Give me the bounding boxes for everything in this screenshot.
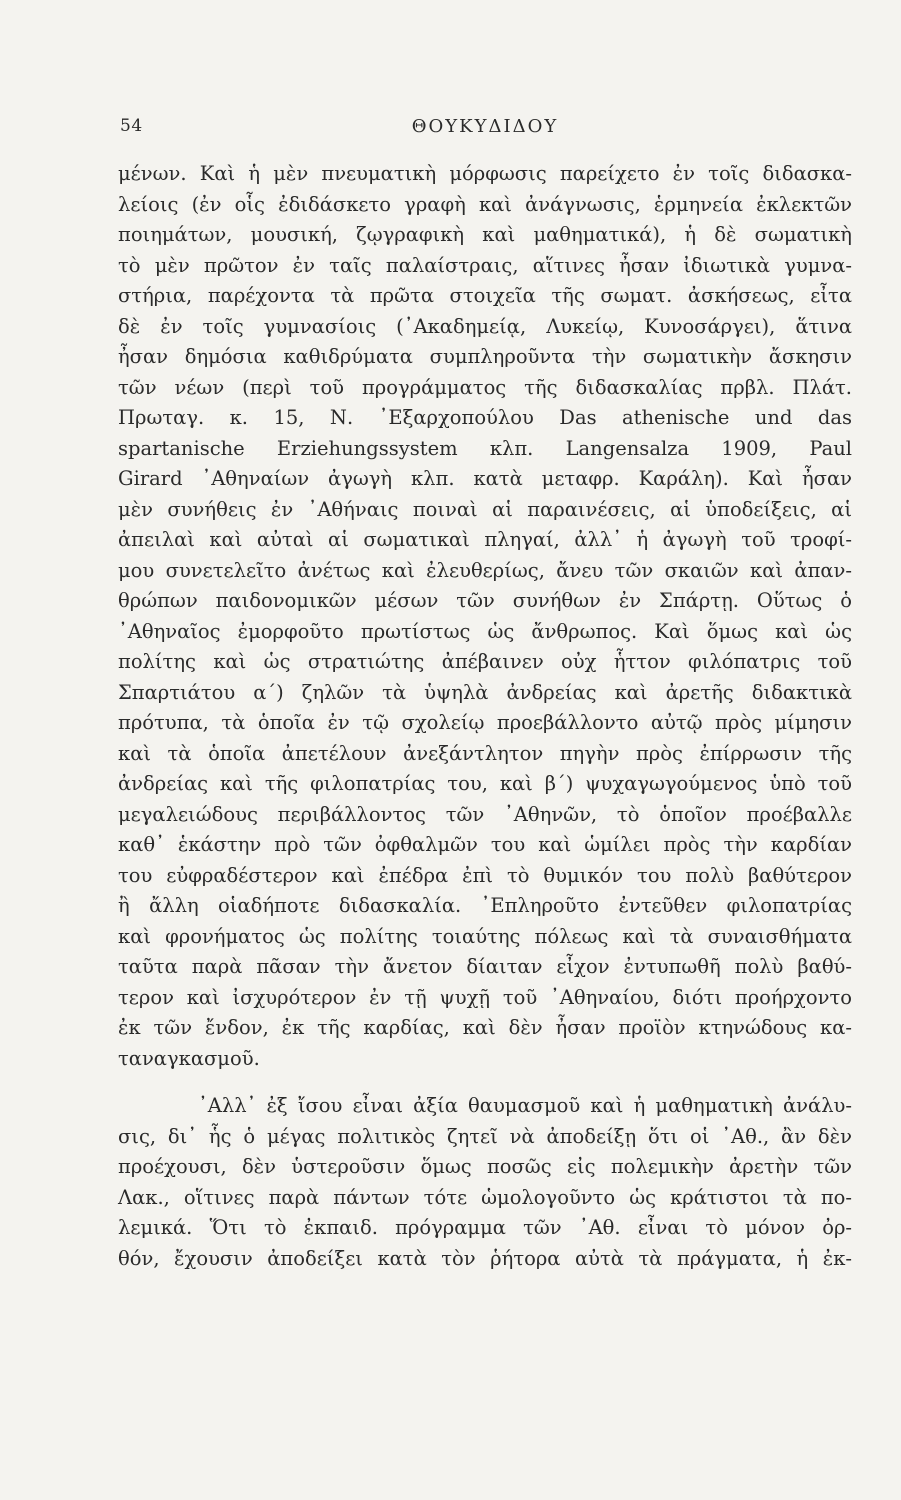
page-header	[120, 116, 850, 146]
text-line: του εὐφραδέστερον καὶ ἐπέδρα ἐπὶ τὸ θυμικόν του πολὺ βαθύτερον	[118, 863, 852, 887]
text-line: spartanische Erziehungssystem κλπ. Langensalza 1909, Paul	[118, 436, 852, 460]
text-line: Σπαρτιάτου α΄) ζηλῶν τὰ ὑψηλὰ ἀνδρείας καὶ ἀρετῆς διδακτικὰ	[118, 680, 852, 704]
text-line: ἦσαν δημόσια καθιδρύματα συμπληροῦντα τὴν σωματικὴν ἄσκησιν	[118, 345, 852, 368]
text-line: θόν, ἔχουσιν ἀποδείξει κατὰ τὸν ῥήτορα αὐτὰ τὰ πράγματα, ἡ ἐκ-	[118, 1246, 852, 1270]
text-line: μὲν συνήθεις ἐν ᾿Αθήναις ποιναὶ αἱ παραινέσεις, αἱ ὑποδείξεις, αἱ	[118, 497, 852, 521]
text-line: λεμικά. Ὅτι τὸ ἐκπαιδ. πρόγραμμα τῶν ᾿Αθ. εἶναι τὸ μόνον ὀρ-	[118, 1216, 852, 1239]
text-line: ἀπειλαὶ καὶ αὐταὶ αἱ σωματικαὶ πληγαί, ἀλλ᾿ ἡ ἀγωγὴ τοῦ τροφί-	[118, 528, 852, 551]
text-line: ᾿Αλλ᾿ ἐξ ἴσου εἶναι ἀξία θαυμασμοῦ καὶ ἡ μαθηματικὴ ἀνάλυ-	[198, 1094, 852, 1117]
text-line: μένων. Καὶ ἡ μὲν πνευματικὴ μόρφωσις παρείχετο ἐν τοῖς διδασκα-	[118, 162, 852, 185]
text-line: Λακ., οἵτινες παρὰ πάντων τότε ὡμολογοῦντο ὡς κράτιστοι τὰ πο-	[118, 1185, 852, 1209]
running-head: ΘΟΥΚΥΔΙΔΟΥ	[411, 116, 559, 137]
text-line: τερον καὶ ἰσχυρότερον ἐν τῇ ψυχῇ τοῦ ᾿Αθηναίου, διότι προήρχοντο	[118, 985, 852, 1009]
text-line: ποιημάτων, μουσική, ζῳγραφικὴ καὶ μαθηματικά), ἡ δὲ σωματικὴ	[118, 223, 852, 246]
text-line: ἐκ τῶν ἔνδον, ἐκ τῆς καρδίας, καὶ δὲν ἦσαν προϊὸν κτηνώδους κα-	[118, 1016, 852, 1039]
text-line: θρώπων παιδονομικῶν μέσων τῶν συνήθων ἐν Σπάρτῃ. Οὕτως ὁ	[118, 589, 852, 612]
text-line: καθ᾿ ἑκάστην πρὸ τῶν ὀφθαλμῶν του καὶ ὡμίλει πρὸς τὴν καρδίαν	[118, 833, 852, 856]
text-line: σις, δι᾿ ἧς ὁ μέγας πολιτικὸς ζητεῖ νὰ ἀποδείξῃ ὅτι οἱ ᾿Αθ., ἂν δὲν	[118, 1124, 852, 1148]
text-line: πρότυπα, τὰ ὁποῖα ἐν τῷ σχολείῳ προεβάλλοντο αὐτῷ πρὸς μίμησιν	[118, 711, 852, 734]
page-number: 54	[120, 116, 143, 136]
text-line: μου συνετελεῖτο ἀνέτως καὶ ἐλευθερίως, ἄνευ τῶν σκαιῶν καὶ ἀπαν-	[118, 558, 852, 582]
text-line: τῶν νέων (περὶ τοῦ προγράμματος τῆς διδασκαλίας πρβλ. Πλάτ.	[118, 375, 852, 399]
text-line: ἢ ἄλλη οἱαδήποτε διδασκαλία. ᾿Επληροῦτο ἐντεῦθεν φιλοπατρίας	[118, 894, 852, 917]
text-line: λείοις (ἐν οἷς ἐδιδάσκετο γραφὴ καὶ ἀνάγνωσις, ἑρμηνεία ἐκλεκτῶν	[118, 192, 852, 216]
text-line: προέχουσι, δὲν ὑστεροῦσιν ὅμως ποσῶς εἰς πολεμικὴν ἀρετὴν τῶν	[118, 1155, 852, 1178]
text-line: ταναγκασμοῦ.	[118, 1046, 260, 1070]
text-line: καὶ τὰ ὁποῖα ἀπετέλουν ἀνεξάντλητον πηγὴν πρὸς ἐπίρρωσιν τῆς	[118, 741, 852, 765]
text-line: ᾿Αθηναῖος ἐμορφοῦτο πρωτίστως ὡς ἄνθρωπος. Καὶ ὅμως καὶ ὡς	[118, 619, 852, 643]
text-line: Πρωταγ. κ. 15, Ν. ᾿Εξαρχοπούλου Das athenische und das	[118, 406, 852, 429]
text-line: μεγαλειώδους περιβάλλοντος τῶν ᾿Αθηνῶν, τὸ ὁποῖον προέβαλλε	[118, 802, 852, 826]
text-line: ἀνδρείας καὶ τῆς φιλοπατρίας του, καὶ β΄) ψυχαγωγούμενος ὑπὸ τοῦ	[118, 772, 852, 795]
text-line: στήρια, παρέχοντα τὰ πρῶτα στοιχεῖα τῆς σωματ. ἀσκήσεως, εἶτα	[118, 284, 852, 307]
text-line: πολίτης καὶ ὡς στρατιώτης ἀπέβαινεν οὐχ ἧττον φιλόπατρις τοῦ	[118, 650, 852, 673]
text-line: ταῦτα παρὰ πᾶσαν τὴν ἄνετον δίαιταν εἶχον ἐντυπωθῆ πολὺ βαθύ-	[118, 955, 852, 978]
text-line: δὲ ἐν τοῖς γυμνασίοις (᾿Ακαδημείᾳ, Λυκείῳ, Κυνοσάργει), ἅτινα	[118, 314, 852, 338]
text-line: τὸ μὲν πρῶτον ἐν ταῖς παλαίστραις, αἵτινες ἦσαν ἰδιωτικὰ γυμνα-	[118, 253, 852, 277]
text-line: Girard ᾿Αθηναίων ἀγωγὴ κλπ. κατὰ μεταφρ. Καράλη). Καὶ ἦσαν	[118, 467, 852, 490]
text-line: καὶ φρονήματος ὡς πολίτης τοιαύτης πόλεως καὶ τὰ συναισθήματα	[118, 924, 852, 948]
